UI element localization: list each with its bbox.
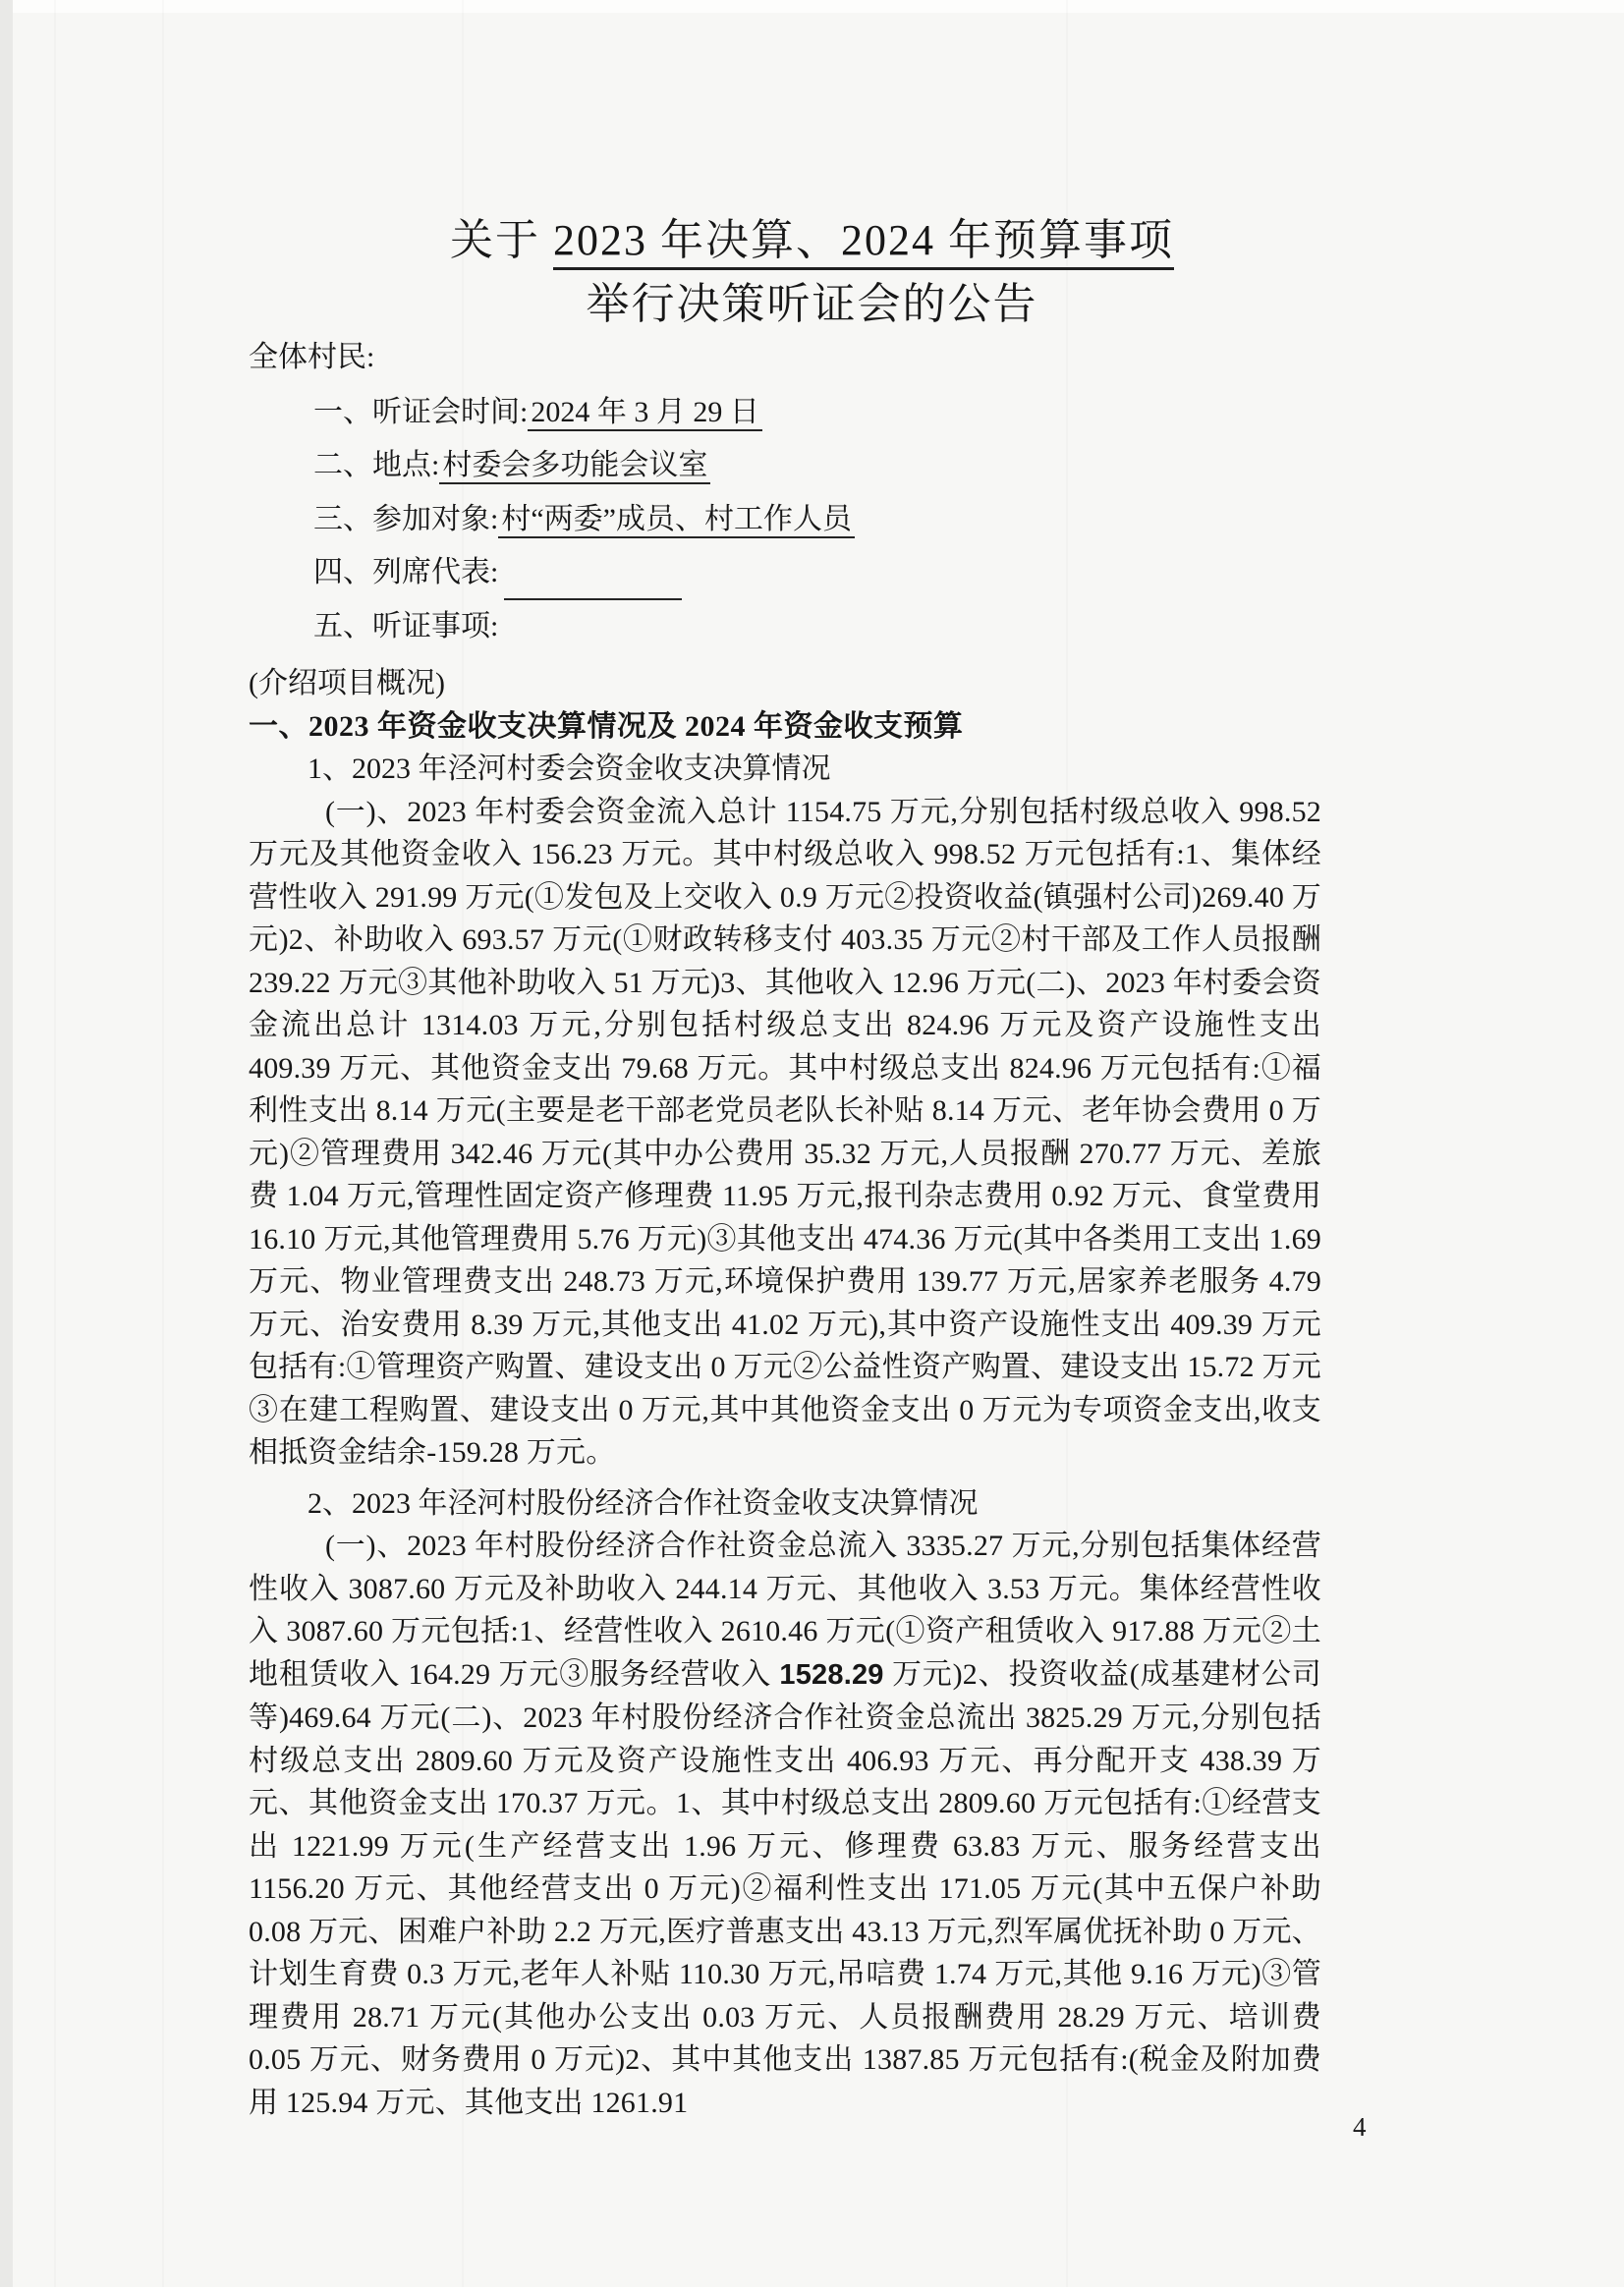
hearing-participants-item [249, 493, 1321, 546]
text-segment: 万元)2、投资收益(成基建材公司等)469.64 万元(二)、2023 年村股份经济合作社资金总流出 3825.29 万元,分别包括村级总支出 2809.60 万元及资产设施性支出 406.93 万元、再分配开支 438.39 万元、其他资金支出 170.37 万元。1、其中村级总支出 2809.60 万元包括有:①经营支出 1221.99 万元(生产经营支出 1.96 万元、修理费 63.83 万元、服务经营支出 1156.20 万元、其他经营支出 0 万元)②福利性支出 171.05 万元(其中五保户补助 0.08 万元、困难户补助 2.2 万元,医疗普惠支出 43.13 万元,烈军属优抚补助 0 万元、计划生育费 0.3 万元,老年人补贴 110.30 万元,吊唁费 1.74 万元,其他 9.16 万元)③管理费用 28.71 万元(其他办公支出 0.03 万元、人员报酬费用 28.29 万元、培训费 0.05 万元、财务费用 0 万元)2、其中其他支出 1387.85 万元包括有:(税金及附加费用 125.94 万元、其他支出 1261.91 [249, 1657, 1321, 2119]
hearing-info-list [249, 386, 1321, 653]
title-prefix: 关于 [450, 216, 553, 264]
scan-streak [162, 0, 164, 2287]
hearing-location-label: 二、地点: [313, 449, 440, 482]
hearing-time-item [249, 386, 1321, 439]
text-segment: (一)、2023 年村股份经济合作社资金总流入 3335.27 万元,分别包括集体经营性收入 3087.60 万元及补助收入 244.14 万元、其他收入 3.53 万元。集体经营性收入 3087.60 万元包括:1、经营性收入 2610.46 万元(①资产租赁收入 917.88 万元②土地租赁收入 164.29 万元③服务经营收入 [249, 1530, 1321, 1691]
section-heading: 一、2023 年资金收支决算情况及 2024 年资金收支预算 [249, 709, 964, 743]
hearing-matters-label: 五、听证事项: [313, 609, 499, 642]
hearing-participants-label: 三、参加对象: [313, 502, 499, 535]
document-body [249, 0, 1321, 2124]
text-segment: (一)、2023 年村委会资金流入总计 1154.75 万元,分别包括村级总收入 998.52 万元及其他资金收入 156.23 万元。其中村级总收入 998.52 万元包括有:1、集体经营性收入 291.99 万元(①发包及上交收入 0.9 万元②投资收益(镇强村公司)269.40 万元)2、补助收入 693.57 万元(①财政转移支付 403.35 万元②村干部及工作人员报酬 239.22 万元③其他补助收入 51 万元)3、其他收入 12.96 万元(二)、2023 年村委会资金流出总计 1314.03 万元,分别包括村级总支出 824.96 万元及资产设施性支出 409.39 万元、其他资金支出 79.68 万元。其中村级总支出 824.96 万元包括有:①福利性支出 8.14 万元(主要是老干部老党员老队长补贴 8.14 万元、老年协会费用 0 万元)②管理费用 342.46 万元(其中办公费用 35.32 万元,人员报酬 270.77 万元、差旅费 1.04 万元,管理性固定资产修理费 11.95 万元,报刊杂志费用 0.92 万元、食堂费用 16.10 万元,其他管理费用 5.76 万元)③其他支出 474.36 万元(其中各类用工支出 1.69 万元、物业管理费支出 248.73 万元,环境保护费用 139.77 万元,居家养老服务 4.79 万元、治安费用 8.39 万元,其他支出 41.02 万元),其中资产设施性支出 409.39 万元包括有:①管理资产购置、建设支出 0 万元②公益性资产购置、建设支出 15.72 万元③在建工程购置、建设支出 0 万元,其中其他资金支出 0 万元为专项资金支出,收支相抵资金结余-159.28 万元。 [249, 795, 1321, 1470]
bold-number-segment: 1528.29 [779, 1658, 884, 1691]
scan-streak [54, 0, 56, 2287]
hearing-time-label: 一、听证会时间: [313, 396, 529, 428]
paragraph-village-committee-accounts [249, 791, 1321, 1475]
sub-heading-cooperative: 2、2023 年泾河村股份经济合作社资金收支决算情况 [308, 1486, 979, 1520]
paragraph-cooperative-accounts [249, 1525, 1321, 2124]
hearing-attendee-label: 四、列席代表: [313, 556, 499, 589]
hearing-attendee-item [249, 546, 1321, 599]
attendee-blank-line [504, 570, 682, 600]
hearing-time-value: 2024 年 3 月 29 日 [528, 396, 762, 431]
hearing-matters-item [249, 600, 1321, 653]
hearing-location-item [249, 439, 1321, 492]
hearing-location-value: 村委会多功能会议室 [439, 449, 710, 484]
hearing-participants-value: 村“两委”成员、村工作人员 [498, 503, 855, 538]
title-underlined-subject: 2023 年决算、2024 年预算事项 [553, 216, 1174, 270]
document-title-line2: 举行决策听证会的公告 [586, 280, 1038, 328]
sub-heading-village-committee: 1、2023 年泾河村委会资金收支决算情况 [308, 753, 831, 786]
page-number: 4 [1353, 2112, 1367, 2142]
intro-note: (介绍项目概况) [249, 667, 445, 700]
salutation: 全体村民: [249, 341, 375, 373]
scan-edge-left [0, 0, 13, 2287]
